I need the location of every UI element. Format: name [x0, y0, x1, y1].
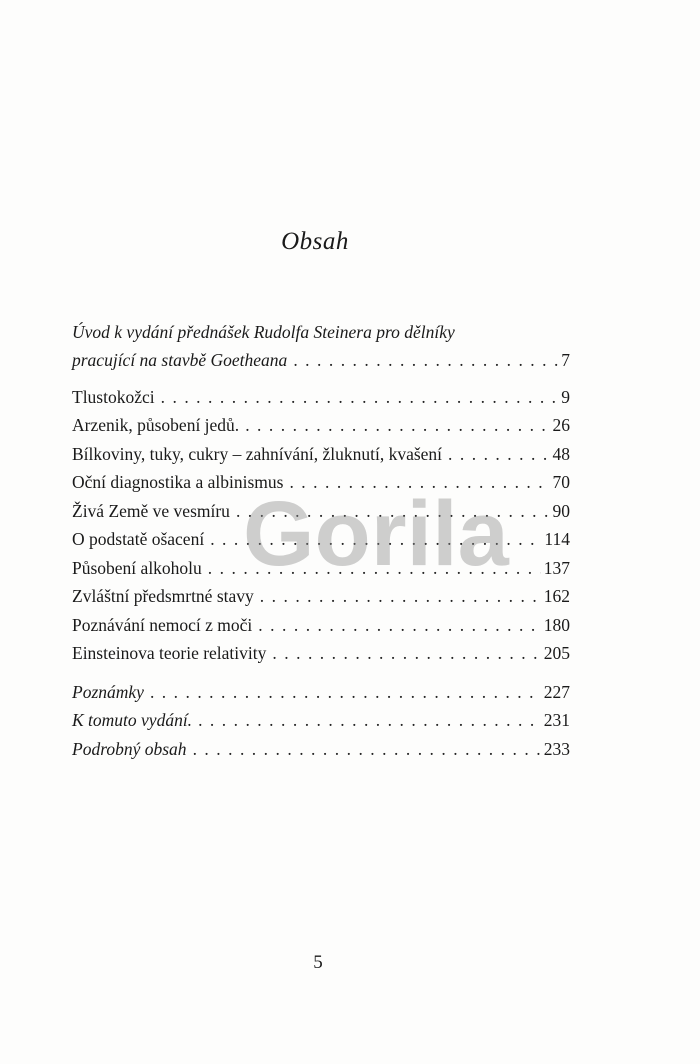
- dot-leader: [208, 554, 541, 583]
- dot-leader: [193, 735, 541, 764]
- dot-leader: [198, 706, 541, 735]
- toc-page-number: 70: [552, 472, 570, 492]
- toc-entry-title: Podrobný obsah: [72, 738, 187, 759]
- dot-leader: [150, 678, 541, 707]
- toc-entry: [72, 582, 570, 611]
- toc-intro-entry: [72, 346, 570, 375]
- toc-page-number: 137: [543, 557, 570, 578]
- toc-page-number: 9: [561, 386, 570, 407]
- dot-leader: [210, 525, 541, 554]
- toc-entry: [72, 383, 570, 412]
- toc-entry: [72, 440, 570, 469]
- toc-entry-title: O podstatě ošacení: [72, 529, 205, 549]
- dot-leader: [272, 639, 540, 668]
- dot-leader: [260, 582, 541, 611]
- toc-entry-title: Poznávání nemocí z moči: [72, 614, 253, 635]
- dot-leader: [245, 411, 549, 440]
- toc-page-number: 233: [543, 738, 570, 759]
- toc-entry-title: Oční diagnostika a albinismus: [72, 472, 284, 492]
- toc-entry: [72, 525, 570, 554]
- toc-entry-title: Poznámky: [72, 681, 144, 702]
- dot-leader: [448, 440, 549, 469]
- page-number: 5: [313, 952, 323, 973]
- toc-entry: [72, 678, 570, 707]
- toc-page-number: 48: [552, 443, 570, 464]
- table-of-contents: [72, 318, 570, 763]
- dot-leader: [236, 497, 550, 526]
- toc-page-number: 90: [552, 500, 570, 521]
- toc-chapter-list: [72, 383, 570, 668]
- page-title: Obsah: [281, 228, 349, 255]
- toc-page-number: 180: [543, 614, 570, 635]
- dot-leader: [289, 468, 549, 497]
- toc-entry: [72, 554, 570, 583]
- toc-entry: [72, 735, 570, 764]
- toc-entry: [72, 497, 570, 526]
- toc-entry-title: Živá Země ve vesmíru: [72, 500, 230, 521]
- toc-entry-title: Tlustokožci: [72, 386, 155, 407]
- toc-page-number: 162: [543, 586, 570, 606]
- dot-leader: [293, 346, 558, 375]
- toc-page-number: 231: [543, 710, 570, 730]
- toc-entry: [72, 611, 570, 640]
- toc-entry: [72, 706, 570, 735]
- toc-entry-title: K tomuto vydání.: [72, 710, 193, 730]
- watermark-logo: Gorila: [243, 483, 509, 585]
- toc-entry-title: Bílkoviny, tuky, cukry – zahnívání, žluknutí, kvašení: [72, 443, 443, 464]
- toc-intro-line1: Úvod k vydání přednášek Rudolfa Steinera pro dělníky: [72, 322, 455, 342]
- toc-intro-line2: pracující na stavbě Goetheana: [72, 350, 288, 370]
- toc-entry: [72, 468, 570, 497]
- toc-page-number: 205: [543, 643, 570, 663]
- dot-leader: [161, 383, 559, 412]
- toc-page-number: 114: [544, 529, 570, 549]
- dot-leader: [258, 611, 540, 640]
- toc-appendix-list: [72, 678, 570, 764]
- toc-entry: [72, 639, 570, 668]
- toc-page-number: 7: [561, 350, 570, 370]
- toc-entry-title: Působení alkoholu: [72, 557, 202, 578]
- toc-page-number: 26: [552, 415, 570, 435]
- toc-entry-title: Arzenik, působení jedů.: [72, 415, 240, 435]
- toc-page-number: 227: [543, 681, 570, 702]
- toc-entry-title: Einsteinova teorie relativity: [72, 643, 267, 663]
- toc-entry: [72, 411, 570, 440]
- toc-entry-title: Zvláštní předsmrtné stavy: [72, 586, 254, 606]
